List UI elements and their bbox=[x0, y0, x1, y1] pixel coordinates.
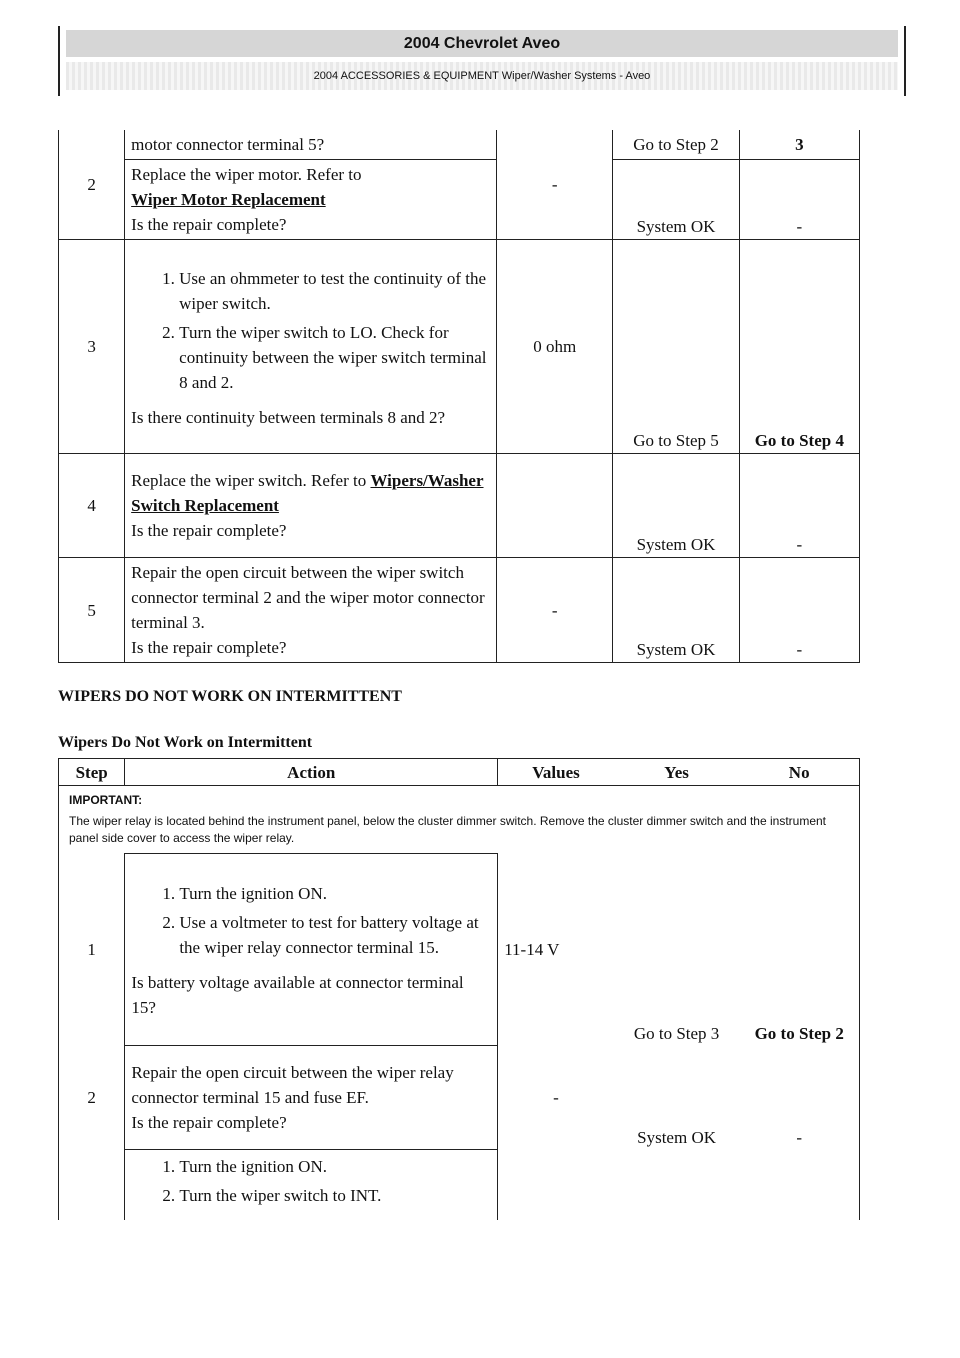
action-cell bbox=[125, 454, 497, 558]
table-row bbox=[59, 1150, 860, 1220]
step-number: 5 bbox=[59, 558, 125, 663]
table-row bbox=[59, 558, 860, 663]
action-cell bbox=[125, 130, 497, 160]
table-caption: Wipers Do Not Work on Intermittent bbox=[58, 734, 313, 751]
yes-cell: System OK bbox=[613, 160, 739, 240]
procedure-step: 1. Turn the ignition ON. bbox=[179, 1154, 491, 1179]
table-row bbox=[59, 240, 860, 454]
important-text: The wiper relay is located behind the instrument panel, below the cluster dimmer switch. Remove the cluster dimmer switch and the instrument panel side cover to access the wiper relay. bbox=[69, 814, 827, 845]
procedure-list bbox=[131, 266, 490, 395]
no-cell: - bbox=[739, 1046, 859, 1150]
table-header-row bbox=[59, 759, 860, 786]
action-text: Replace the wiper motor. Refer to bbox=[131, 165, 362, 184]
value-cell: - bbox=[497, 558, 613, 663]
question-text: Is the repair complete? bbox=[131, 1113, 287, 1132]
yes-cell: System OK bbox=[637, 1127, 717, 1147]
diagnostic-table bbox=[58, 758, 860, 1220]
table-row bbox=[59, 854, 860, 1046]
column-header-yes: Yes bbox=[614, 759, 740, 786]
document-title: 2004 Chevrolet Aveo bbox=[66, 30, 898, 57]
action-cell bbox=[125, 854, 498, 1046]
important-note bbox=[59, 786, 860, 854]
action-cell bbox=[125, 240, 497, 454]
step-number: 3 bbox=[59, 240, 125, 454]
question-text: Is there continuity between terminals 8 and 2? bbox=[131, 407, 446, 427]
yes-cell: System OK bbox=[613, 558, 739, 663]
important-label: IMPORTANT: bbox=[69, 793, 143, 807]
action-text: Repair the open circuit between the wiper switch connector terminal 2 and the wiper motor connector terminal 3. bbox=[131, 563, 485, 632]
question-text: Is the repair complete? bbox=[131, 215, 287, 234]
no-cell: - bbox=[739, 558, 859, 663]
procedure-step: 2. Turn the wiper switch to INT. bbox=[179, 1183, 491, 1208]
yes-cell: Go to Step 2 bbox=[613, 130, 739, 160]
action-cell bbox=[125, 558, 497, 663]
no-cell: - bbox=[739, 160, 859, 240]
column-header-step: Step bbox=[59, 759, 125, 786]
diagnostic-table-continued bbox=[58, 130, 860, 663]
value-cell: 0 ohm bbox=[497, 240, 613, 454]
important-note-row bbox=[59, 786, 860, 854]
column-header-no: No bbox=[739, 759, 859, 786]
table-row bbox=[59, 1046, 860, 1150]
action-cell bbox=[125, 1046, 498, 1150]
procedure-list bbox=[131, 881, 491, 960]
step-number bbox=[59, 1150, 125, 1220]
no-cell bbox=[739, 1150, 859, 1220]
value-cell: - bbox=[497, 130, 613, 240]
document-subtitle: 2004 ACCESSORIES & EQUIPMENT Wiper/Washer Systems - Aveo bbox=[66, 62, 898, 90]
yes-cell: Go to Step 3 bbox=[633, 1023, 720, 1043]
question-text: Is the repair complete? bbox=[131, 638, 287, 657]
table-row bbox=[59, 130, 860, 160]
no-cell: Go to Step 4 bbox=[739, 240, 859, 454]
action-text: motor connector terminal 5? bbox=[131, 135, 325, 154]
action-cell bbox=[125, 160, 497, 240]
value-cell: 11-14 V bbox=[504, 940, 560, 959]
action-text: Replace the wiper switch. Refer to bbox=[131, 471, 367, 490]
step-number: 2 bbox=[59, 130, 125, 240]
yes-cell: System OK bbox=[613, 454, 739, 558]
value-cell bbox=[497, 454, 613, 558]
table-row bbox=[59, 160, 860, 240]
no-cell: Go to Step 2 bbox=[739, 854, 859, 1046]
step-number: 4 bbox=[59, 454, 125, 558]
procedure-step: 2. Turn the wiper switch to LO. Check for continuity between the wiper switch terminal 8 and 2. bbox=[179, 320, 490, 395]
value-cell bbox=[498, 1150, 614, 1220]
question-text: Is battery voltage available at connector terminal 15? bbox=[131, 973, 464, 1017]
table-row bbox=[59, 454, 860, 558]
procedure-step: 1. Use an ohmmeter to test the continuity of the wiper switch. bbox=[179, 266, 490, 316]
yes-cell bbox=[614, 1150, 740, 1220]
value-cell: - bbox=[553, 1088, 559, 1107]
procedure-step: 1. Turn the ignition ON. bbox=[179, 881, 491, 906]
document-header bbox=[58, 26, 906, 96]
column-header-action: Action bbox=[125, 759, 498, 786]
question-text: Is the repair complete? bbox=[131, 521, 287, 540]
procedure-step: 2. Use a voltmeter to test for battery voltage at the wiper relay connector terminal 15. bbox=[179, 910, 491, 960]
step-number: 1 bbox=[59, 854, 125, 1046]
step-number: 2 bbox=[59, 1046, 125, 1150]
action-cell bbox=[125, 1150, 498, 1220]
section-heading: WIPERS DO NOT WORK ON INTERMITTENT bbox=[58, 688, 402, 705]
column-header-values: Values bbox=[498, 759, 614, 786]
yes-cell: Go to Step 5 bbox=[613, 240, 739, 454]
procedure-list bbox=[131, 1154, 491, 1208]
no-cell: - bbox=[739, 454, 859, 558]
wiper-switch-replacement-link[interactable]: Wipers/Washer Switch Replacement bbox=[131, 471, 484, 515]
no-cell: 3 bbox=[739, 130, 859, 160]
wiper-motor-replacement-link[interactable]: Wiper Motor Replacement bbox=[131, 190, 326, 209]
action-text: Repair the open circuit between the wiper relay connector terminal 15 and fuse EF. bbox=[131, 1063, 454, 1107]
